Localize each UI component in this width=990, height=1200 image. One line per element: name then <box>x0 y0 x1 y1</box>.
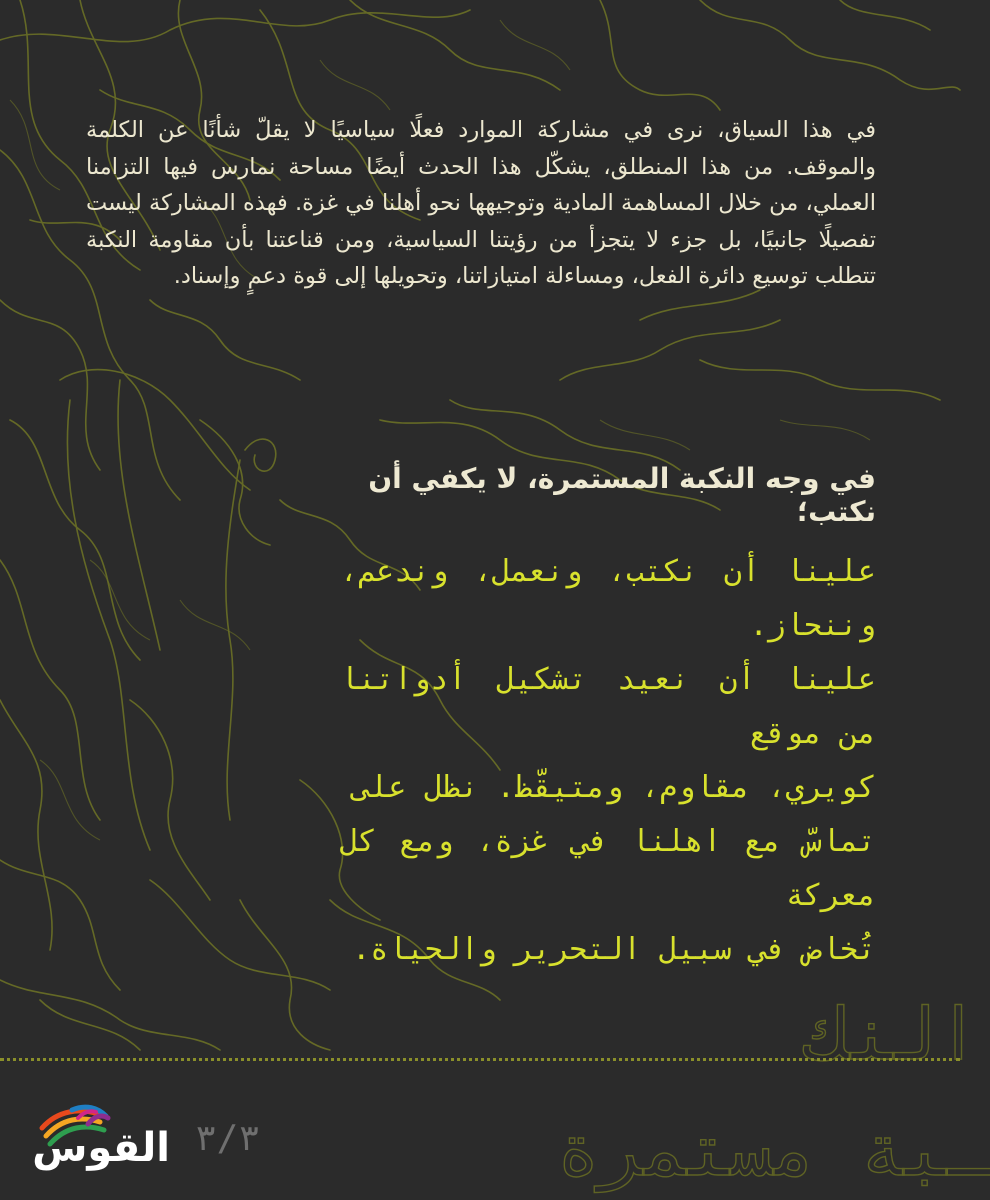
dotted-divider <box>0 1058 960 1061</box>
call-line: تماسّ مع اهلنا في غزة، ومع كل معركة <box>340 824 876 913</box>
call-to-action-text <box>340 545 876 977</box>
call-line: تُخاض في سبيل التحرير والحياة. <box>352 932 876 967</box>
section-heading: في وجه النكبة المستمرة، لا يكفي أن نكتب؛ <box>368 462 876 528</box>
call-line: علينا أن نكتب، ونعمل، وندعم، وننحاز. <box>340 554 876 643</box>
call-line: علينا أن نعيد تشكيل أدواتنا من موقع <box>340 662 876 751</box>
body-paragraph: في هذا السياق، نرى في مشاركة الموارد فعلًا سياسيًا لا يقلّ شأنًا عن الكلمة والموقف. من هذا المنطلق، يشكّل هذا الحدث أيضًا مساحة نمارس فيها التزامنا العملي، من خلال المساهمة المادية وتوجيهها نحو أهلنا في غزة. فهذه المشاركة ليست تفصيلًا جانبيًا، بل جزء لا يتجزأ من رؤيتنا السياسية، ومن قناعتنا بأن مقاومة النكبة تتطلب توسيع دائرة الفعل، ومساءلة امتيازاتنا، وتحويلها إلى قوة دعمٍ وإسناد. <box>86 117 876 289</box>
ghost-title-top: النك <box>806 992 980 1076</box>
page-number: ٣/٣ <box>195 1118 261 1159</box>
ghost-title-bottom: ـبة مستمرة <box>556 1108 990 1192</box>
call-line: كويري، مقاوم، ومتيقّظ. نظل على <box>352 770 876 805</box>
alqaws-logo <box>32 1100 170 1175</box>
logo-text: القوس <box>32 1125 170 1171</box>
